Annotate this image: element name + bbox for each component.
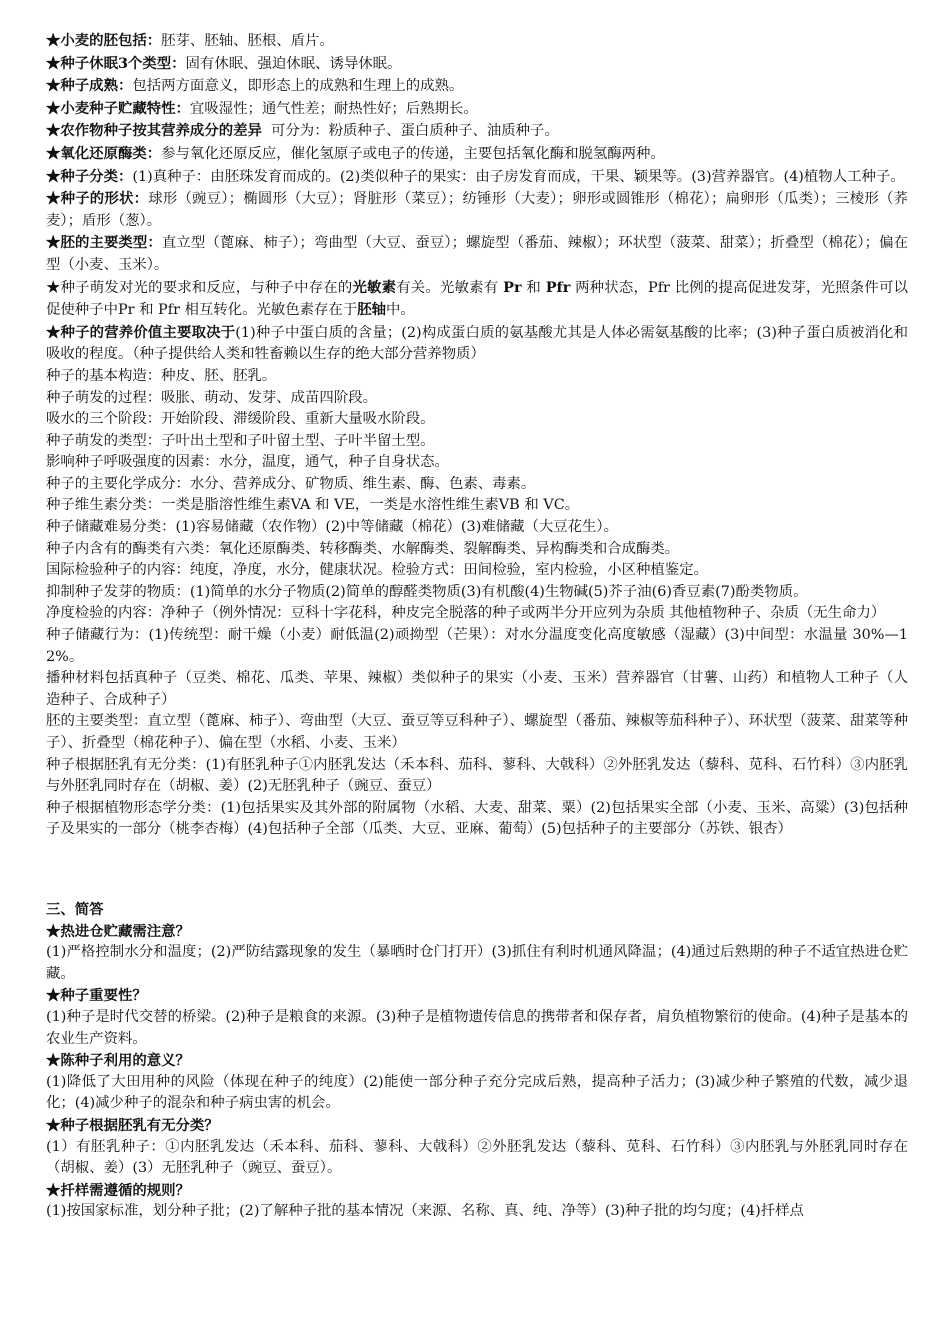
paragraph-nutrient-types — [46, 120, 908, 143]
plain-paragraph: 种子维生素分类：一类是脂溶性维生素VA 和 VE，一类是水溶性维生素VB 和 VC。 — [46, 497, 580, 514]
question: ★种子重要性？ — [46, 987, 147, 1005]
definition: 固有休眠、强迫休眠、诱导休眠。 — [185, 55, 402, 72]
text-run: 两种状态，Pfr 比例的提高促进发芽，光照条件可以促使种子中Pr 和 Pfr 相互转化。光敏色素存在于 — [46, 279, 908, 319]
term: ★氧化还原酶类： — [46, 144, 162, 162]
answer: (1)严格控制水分和温度；(2)严防结露现象的发生（暴晒时仓门打开）(3)抓住有利时机通风降温；(4)通过后熟期的种子不适宜热进仓贮藏。 — [46, 944, 908, 982]
plain-paragraph: 种子的基本构造：种皮、胚、胚乳。 — [46, 367, 277, 384]
plain-paragraph: 影响种子呼吸强度的因素：水分，温度，通气，种子自身状态。 — [46, 454, 449, 471]
plain-paragraph: 净度检验的内容：净种子（例外情况：豆科十字花科，种皮完全脱落的种子或两半分开应列为杂质 其他植物种子、杂质（无生命力） — [46, 605, 886, 622]
paragraph-nutrition-value — [46, 322, 908, 366]
plain-paragraph: 种子的主要化学成分：水分、营养成分、矿物质、维生素、酶、色素、毒素。 — [46, 475, 536, 492]
bold-run: Pr — [503, 278, 522, 296]
term: ★种子的营养价值主要取决于 — [46, 323, 236, 341]
plain-paragraph: 种子内含有的酶类有六类：氧化还原酶类、转移酶类、水解酶类、裂解酶类、异构酶类和合成酶类。 — [46, 540, 680, 557]
question: ★陈种子利用的意义？ — [46, 1052, 190, 1070]
question: ★热进仓贮藏需注意？ — [46, 922, 190, 940]
document-page — [46, 30, 908, 1223]
term: ★胚的主要类型： — [46, 234, 162, 252]
definition: (1)真种子：由胚珠发育而成的。(2)类似种子的果实：由子房发育而成，干果、颖果等。(3)营养器官。(4)植物人工种子。 — [132, 168, 905, 185]
definition: 可分为：粉质种子、蛋白质种子、油质种子。 — [261, 123, 559, 140]
term: ★农作物种子按其营养成分的差异 — [46, 122, 262, 140]
term: ★小麦的胚包括： — [46, 32, 162, 49]
paragraph-maturity — [46, 75, 908, 98]
plain-paragraph: 吸水的三个阶段：开始阶段、滞缓阶段、重新大量吸水阶段。 — [46, 411, 435, 428]
paragraph-wheat-storage — [46, 98, 908, 121]
paragraph-redox-enzymes — [46, 143, 908, 166]
bold-run: 胚轴 — [357, 301, 387, 319]
definition: 直立型（蓖麻、柿子）；弯曲型（大豆、蚕豆）；螺旋型（番茄、辣椒）；环状型（菠菜、甜菜）；折叠型（棉花）；偏在型（小麦、玉米）。 — [46, 235, 908, 273]
plain-paragraph: 国际检验种子的内容：纯度，净度，水分，健康状况。检验方式：田间检验，室内检验，小区种植鉴定。 — [46, 562, 708, 579]
paragraph-dormancy — [46, 53, 908, 76]
definition: 胚芽、胚轴、胚根、盾片。 — [161, 33, 334, 49]
definition: 包括两方面意义，即形态上的成熟和生理上的成熟。 — [132, 78, 464, 95]
plain-paragraph: 种子储藏行为：(1)传统型：耐干燥（小麦）耐低温(2)顽拗型（芒果）：对水分温度变化高度敏感（湿藏）(3)中间型：水温量 30%—12%。 — [46, 627, 908, 665]
plain-paragraph: 种子储藏难易分类：(1)容易储藏（农作物）(2)中等储藏（棉花）(3)难储藏（大豆花生）。 — [46, 519, 619, 536]
plain-paragraph: 播种材料包括真种子（豆类、棉花、瓜类、苹果、辣椒）类似种子的果实（小麦、玉米）营养器官（甘薯、山药）和植物人工种子（人造种子、合成种子） — [46, 670, 908, 708]
text-run: ★种子萌发对光的要求和反应，与种子中存在的 — [46, 279, 353, 296]
bold-run: Pfr — [545, 278, 571, 296]
term: ★种子成熟： — [46, 77, 133, 95]
question: ★扦样需遵循的规则？ — [46, 1181, 190, 1199]
paragraph-embryo-types — [46, 232, 908, 276]
question: ★种子根据胚乳有无分类？ — [46, 1116, 219, 1134]
definition: 宜吸湿性；通气性差；耐热性好；后熟期长。 — [189, 100, 478, 117]
text-run: 中。 — [386, 302, 415, 319]
paragraph-seed-classification — [46, 166, 908, 189]
answer: (1）有胚乳种子：①内胚乳发达（禾本科、茄科、蓼科、大戟科）②外胚乳发达（藜科、苋科、石竹科）③内胚乳与外胚乳同时存在（胡椒、姜）(3）无胚乳种子（豌豆、蚕豆）。 — [46, 1138, 908, 1177]
plain-paragraph: 种子根据胚乳有无分类：(1)有胚乳种子①内胚乳发达（禾本科、茄科、蓼科、大戟科）②外胚乳发达（藜科、苋科、石竹科）③内胚乳与外胚乳同时存在（胡椒、姜）(2)无胚乳种子（豌豆、蚕豆） — [46, 756, 908, 795]
plain-paragraph: 抑制种子发芽的物质：(1)简单的水分子物质(2)简单的醇醛类物质(3)有机酸(4)生物碱(5)芥子油(6)香豆素(7)酚类物质。 — [46, 583, 808, 600]
paragraph-wheat-embryo — [46, 30, 908, 53]
answer: (1)降低了大田用种的风险（体现在种子的纯度）(2)能使一部分种子充分完成后熟，提高种子活力；(3)减少种子繁殖的代数，减少退化；(4)减少种子的混杂和种子病虫害的机会。 — [46, 1073, 908, 1112]
paragraph-seed-shapes — [46, 188, 908, 232]
section-title: 三、简答 — [46, 900, 104, 918]
plain-paragraph: 种子萌发的类型：子叶出土型和子叶留土型、子叶半留土型。 — [46, 432, 435, 449]
plain-paragraph: 种子根据植物形态学分类：(1)包括果实及其外部的附属物（水稻、大麦、甜菜、粟）(2)包括果实全部（小麦、玉米、高粱）(3)包括种子及果实的一部分（桃李杏梅）(4)包括种子全部（瓜类、大豆、亚麻、葡萄）(5)包括种子的主要部分（苏铁、银杏） — [46, 799, 908, 838]
bold-run: 光敏素 — [352, 278, 397, 296]
paragraph-phytochrome — [46, 277, 908, 322]
plain-paragraph: 种子萌发的过程：吸胀、萌动、发芽、成苗四阶段。 — [46, 389, 377, 406]
term: ★种子的形状： — [46, 190, 149, 208]
text-run: 有关。光敏素有 — [396, 279, 504, 296]
definition: 球形（豌豆）；椭圆形（大豆）；肾脏形（菜豆）；纺锤形（大麦）；卵形或圆锥形（棉花）；扁卵形（瓜类）；三棱形（荞麦）；盾形（葱）。 — [46, 191, 908, 229]
text-run: 和 — [521, 279, 546, 296]
term: ★种子分类： — [46, 167, 133, 185]
plain-paragraph: 胚的主要类型：直立型（蓖麻、柿子）、弯曲型（大豆、蚕豆等豆科种子）、螺旋型（番茄、辣椒等茄科种子）、环状型（菠菜、甜菜等种子）、折叠型（棉花种子）、偏在型（水稻、小麦、玉米） — [46, 713, 908, 751]
term: ★种子休眠3个类型： — [46, 54, 186, 72]
definition: (1)种子中蛋白质的含量；(2)构成蛋白质的氨基酸尤其是人体必需氨基酸的比率；(3)种子蛋白质被消化和吸收的程度。（种子提供给人类和牲畜赖以生存的绝大部分营养物质） — [46, 324, 908, 363]
section-gap — [46, 841, 908, 899]
answer: (1)种子是时代交替的桥梁。(2)种子是粮食的来源。(3)种子是植物遗传信息的携带者和保存者，肩负植物繁衍的使命。(4)种子是基本的农业生产资料。 — [46, 1008, 908, 1047]
answer: (1)按国家标准，划分种子批；(2)了解种子批的基本情况（来源、名称、真、纯、净等）(3)种子批的均匀度；(4)扦样点 — [46, 1203, 804, 1220]
definition: 参与氧化还原反应，催化氢原子或电子的传递，主要包括氧化酶和脱氢酶两种。 — [161, 145, 665, 162]
term: ★小麦种子贮藏特性： — [46, 99, 190, 117]
